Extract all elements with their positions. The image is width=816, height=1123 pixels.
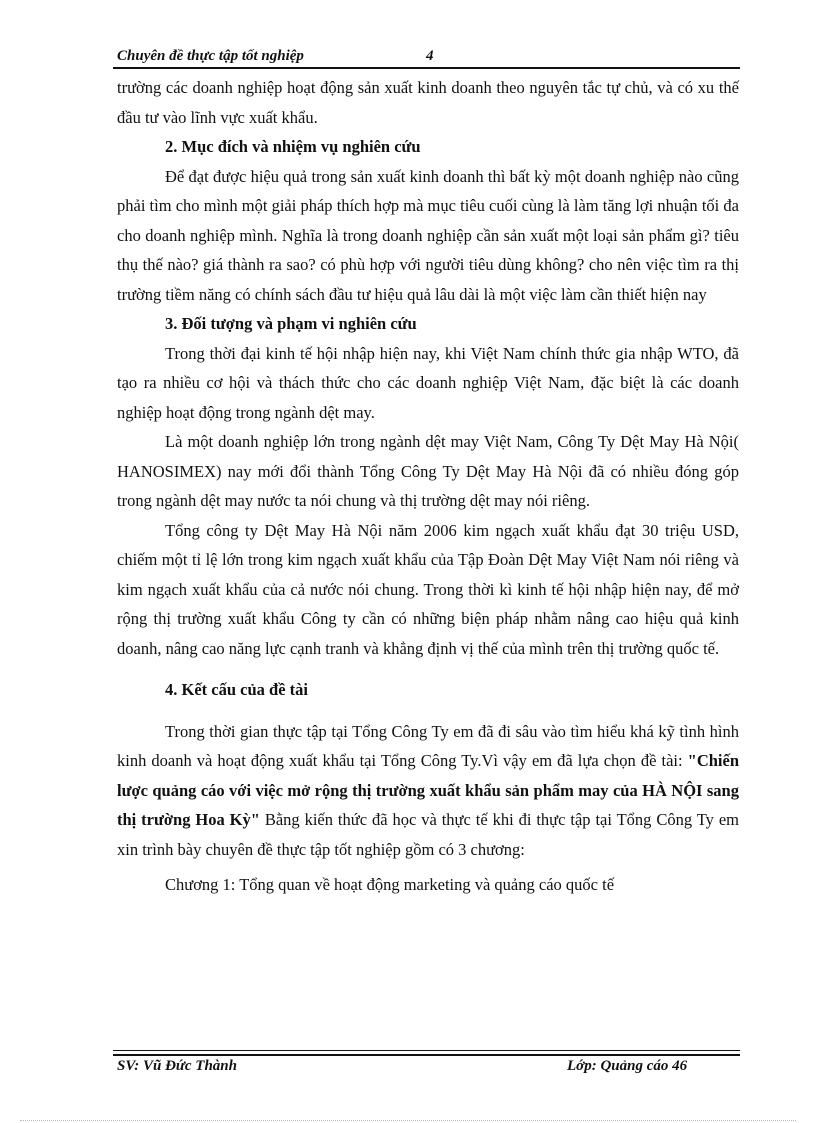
- topic-title: "Chiến lược quảng cáo với việc mở rộng thị trường xuất khẩu sản phẩm may của HÀ NỘI sang thị trường Hoa Kỳ": [117, 751, 739, 829]
- footer-rule-thick: [113, 1054, 740, 1056]
- page-number: 4: [426, 48, 434, 64]
- chapter-1-line: Chương 1: Tổng quan về hoạt động marketing và quảng cáo quốc tế: [165, 875, 615, 894]
- footer-student: SV: Vũ Đức Thành: [117, 1058, 237, 1074]
- topic-outro-text: Bằng kiến thức đã học và thực tế khi đi thực tập tại Tổng Công Ty em xin trình bày chuyên đề thực tập tốt nghiệp gồm có 3 chương:: [117, 810, 739, 859]
- paragraph: Tổng công ty Dệt May Hà Nội năm 2006 kim ngạch xuất khẩu đạt 30 triệu USD, chiếm một tỉ lệ lớn trong kim ngạch xuất khẩu của Tập Đoàn Dệt May Việt Nam nói riêng và kim ngạch xuất khẩu của cả nước nói chung. Trong thời kì kinh tế hội nhập hiện nay, để mở rộng thị trường xuất khẩu Công ty cần có những biện pháp nhằm nâng cao hiệu quả kinh doanh, nâng cao năng lực cạnh tranh và khẳng định vị thế của mình trên thị trường quốc tế.: [117, 520, 739, 658]
- paragraph: Là một doanh nghiệp lớn trong ngành dệt may Việt Nam, Công Ty Dệt May Hà Nội( HANOSIMEX) nay mới đổi thành Tổng Công Ty Dệt May Hà Nội đã có nhiều đóng góp trong ngành dệt may nước ta nói chung và thị trường dệt may nói riêng.: [117, 432, 739, 510]
- page-header: [117, 48, 740, 68]
- paragraph-continued: trường các doanh nghiệp hoạt động sản xuất kinh doanh theo nguyên tắc tự chủ, và có xu thế đầu tư vào lĩnh vực xuất khẩu.: [117, 78, 739, 127]
- section-heading-2: 2. Mục đích và nhiệm vụ nghiên cứu: [165, 137, 421, 156]
- section-heading-3: 3. Đối tượng và phạm vi nghiên cứu: [165, 314, 417, 333]
- paragraph: Trong thời đại kinh tế hội nhập hiện nay, khi Việt Nam chính thức gia nhập WTO, đã tạo ra nhiều cơ hội và thách thức cho các doanh nghiệp Việt Nam, đặc biệt là các doanh nghiệp hoạt động trong ngành dệt may.: [117, 343, 739, 422]
- paragraph-thesis-topic: [117, 717, 739, 865]
- header-rule: [113, 67, 740, 69]
- footer-class: Lớp: Quảng cáo 46: [567, 1058, 688, 1074]
- page-bottom-border: [20, 1120, 796, 1121]
- section-heading-4: 4. Kết cấu của đề tài: [165, 680, 308, 699]
- topic-intro-text: Trong thời gian thực tập tại Tổng Công Ty em đã đi sâu vào tìm hiểu khá kỹ tình hình kinh doanh và hoạt động xuất khẩu tại Tổng Công Ty.Vì vậy em đã lựa chọn đề tài:: [117, 721, 739, 770]
- paragraph: Để đạt được hiệu quả trong sản xuất kinh doanh thì bất kỳ một doanh nghiệp nào cũng phải tìm cho mình một giải pháp thích hợp mà mục tiêu cuối cùng là làm tăng lợi nhuận tối đa cho doanh nghiệp mình. Nghĩa là trong doanh nghiệp cần sản xuất một loại sản phẩm gì? tiêu thụ thế nào? giá thành ra sao? có phù hợp với người tiêu dùng không? cho nên việc tìm ra thị trường tiềm năng có chính sách đầu tư hiệu quả lâu dài là một việc làm cần thiết hiện nay: [117, 166, 739, 304]
- document-title: Chuyên đề thực tập tốt nghiệp: [117, 48, 304, 64]
- document-body: [117, 73, 739, 900]
- footer-rule-thin: [113, 1050, 740, 1051]
